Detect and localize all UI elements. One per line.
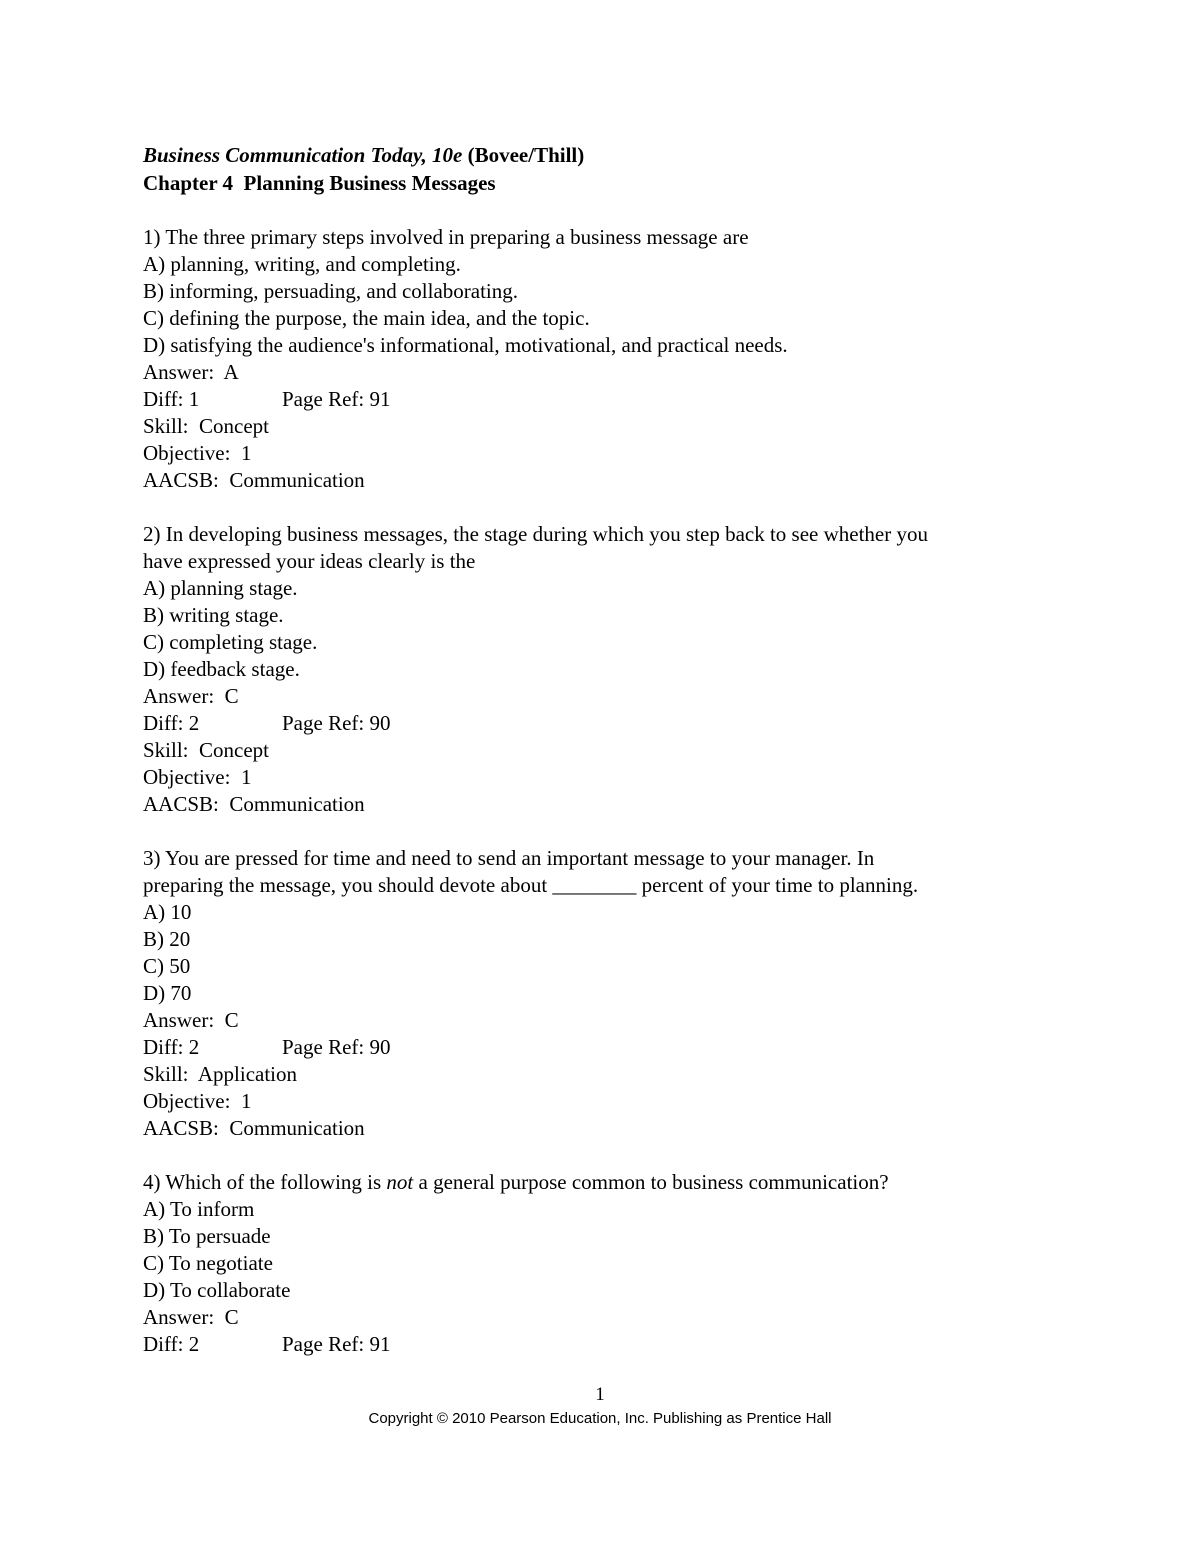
book-title: Business Communication Today, 10e — [143, 143, 463, 167]
objective: Objective: 1 — [143, 441, 252, 465]
difficulty: Diff: 2 — [143, 1332, 200, 1356]
question-2 — [143, 521, 1063, 818]
option-b: B) writing stage. — [143, 603, 284, 627]
stem-before: 4) Which of the following is — [143, 1170, 387, 1194]
book-title-line — [143, 141, 1063, 169]
difficulty: Diff: 2 — [143, 711, 200, 735]
stem-emphasis: not — [386, 1170, 414, 1194]
skill: Skill: Application — [143, 1062, 298, 1086]
question-4 — [143, 1169, 1063, 1358]
page-content — [143, 141, 1063, 1358]
stem-after: a general purpose common to business communication? — [413, 1170, 889, 1194]
diff-row — [143, 1331, 1063, 1358]
objective: Objective: 1 — [143, 1089, 252, 1113]
option-a: A) 10 — [143, 900, 192, 924]
option-c: C) 50 — [143, 954, 191, 978]
option-d: D) satisfying the audience's informational, motivational, and practical needs. — [143, 333, 788, 357]
aacsb: AACSB: Communication — [143, 468, 365, 492]
option-d: D) feedback stage. — [143, 657, 300, 681]
chapter-title: Chapter 4 Planning Business Messages — [143, 171, 496, 195]
copyright-notice: Copyright © 2010 Pearson Education, Inc. Publishing as Prentice Hall — [368, 1410, 832, 1427]
option-a: A) planning, writing, and completing. — [143, 252, 461, 276]
option-b: B) informing, persuading, and collaborating. — [143, 279, 518, 303]
diff-row — [143, 710, 1063, 737]
difficulty: Diff: 2 — [143, 1035, 200, 1059]
answer: Answer: C — [143, 1305, 239, 1329]
option-d: D) To collaborate — [143, 1278, 291, 1302]
answer: Answer: A — [143, 360, 239, 384]
option-a: A) To inform — [143, 1197, 255, 1221]
page-ref: Page Ref: 91 — [282, 387, 391, 411]
page-ref: Page Ref: 90 — [282, 1035, 391, 1059]
question-stem-line-1: 2) In developing business messages, the stage during which you step back to see whether you — [143, 522, 928, 546]
objective: Objective: 1 — [143, 765, 252, 789]
question-stem-line-2: have expressed your ideas clearly is the — [143, 549, 476, 573]
skill: Skill: Concept — [143, 414, 269, 438]
answer: Answer: C — [143, 1008, 239, 1032]
diff-row — [143, 386, 1063, 413]
option-c: C) defining the purpose, the main idea, and the topic. — [143, 306, 590, 330]
question-1 — [143, 224, 1063, 494]
page-ref: Page Ref: 91 — [282, 1332, 391, 1356]
option-b: B) To persuade — [143, 1224, 271, 1248]
book-authors: (Bovee/Thill) — [462, 143, 585, 167]
question-stem-line-1: 3) You are pressed for time and need to send an important message to your manager. In — [143, 846, 875, 870]
question-stem: 1) The three primary steps involved in preparing a business message are — [143, 225, 749, 249]
option-d: D) 70 — [143, 981, 192, 1005]
option-c: C) To negotiate — [143, 1251, 273, 1275]
question-stem — [143, 1169, 1063, 1196]
difficulty: Diff: 1 — [143, 387, 200, 411]
aacsb: AACSB: Communication — [143, 792, 365, 816]
option-b: B) 20 — [143, 927, 191, 951]
option-c: C) completing stage. — [143, 630, 318, 654]
aacsb: AACSB: Communication — [143, 1116, 365, 1140]
answer: Answer: C — [143, 684, 239, 708]
question-stem-line-2: preparing the message, you should devote about ________ percent of your time to planning. — [143, 873, 919, 897]
skill: Skill: Concept — [143, 738, 269, 762]
question-3 — [143, 845, 1063, 1142]
page-number: 1 — [595, 1384, 605, 1405]
diff-row — [143, 1034, 1063, 1061]
page-ref: Page Ref: 90 — [282, 711, 391, 735]
option-a: A) planning stage. — [143, 576, 298, 600]
